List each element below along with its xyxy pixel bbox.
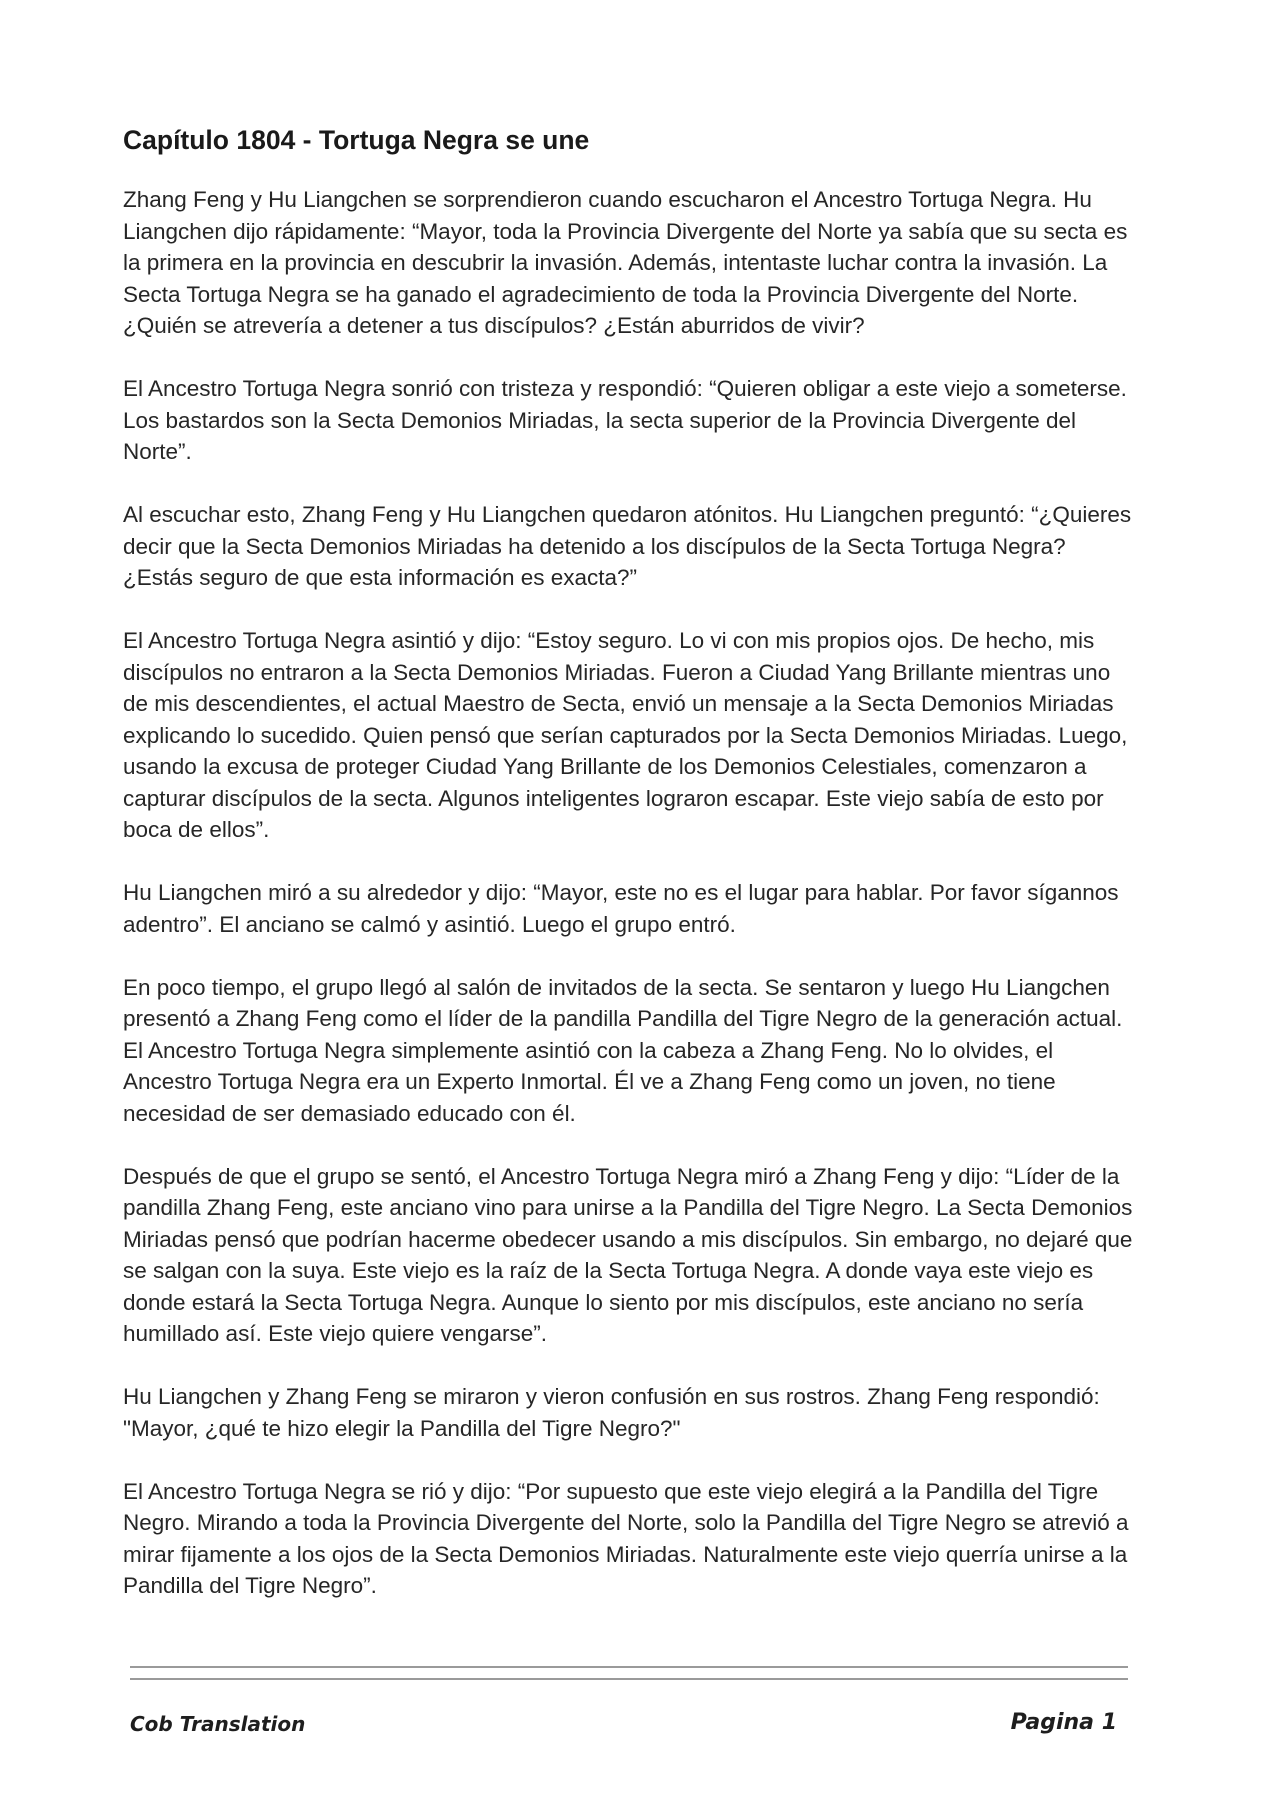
paragraph-7: Después de que el grupo se sentó, el Ancestro Tortuga Negra miró a Zhang Feng y dijo: “Líder de la pandilla Zhang Feng, este anciano vino para unirse a la Pandilla del Tigre Negro. La Secta Demonios Miriadas pensó que podrían hacerme obedecer usando a mis discípulos. Sin embargo, no dejaré que se salgan con la suya. Este viejo es la raíz de la Secta Tortuga Negra. A donde vaya este viejo es donde estará la Secta Tortuga Negra. Aunque lo siento por mis discípulos, este anciano no sería humillado así. Este viejo quiere vengarse”. — [123, 1163, 1133, 1346]
footer-divider-bottom — [130, 1678, 1128, 1680]
paragraph-3: Al escuchar esto, Zhang Feng y Hu Liangchen quedaron atónitos. Hu Liangchen preguntó: “¿Quieres decir que la Secta Demonios Miriadas ha detenido a los discípulos de la Secta Tortuga Negra? ¿Estás seguro de que esta información es exacta?” — [123, 502, 1132, 590]
document-body — [123, 118, 1133, 1633]
chapter-title: Capítulo 1804 - Tortuga Negra se une — [123, 125, 590, 155]
paragraph-5: Hu Liangchen miró a su alrededor y dijo: “Mayor, este no es el lugar para hablar. Por favor sígannos adentro”. El anciano se calmó y asintió. Luego el grupo entró. — [123, 880, 1119, 937]
footer-divider-top — [130, 1666, 1128, 1668]
paragraph-8: Hu Liangchen y Zhang Feng se miraron y vieron confusión en sus rostros. Zhang Feng respondió: "Mayor, ¿qué te hizo elegir la Pandilla del Tigre Negro?" — [123, 1384, 1100, 1441]
paragraph-6: En poco tiempo, el grupo llegó al salón de invitados de la secta. Se sentaron y luego Hu Liangchen presentó a Zhang Feng como el líder de la pandilla Pandilla del Tigre Negro de la generación actual. El Ancestro Tortuga Negra simplemente asintió con la cabeza a Zhang Feng. No lo olvides, el Ancestro Tortuga Negra era un Experto Inmortal. Él ve a Zhang Feng como un joven, no tiene necesidad de ser demasiado educado con él. — [123, 974, 1123, 1126]
paragraph-4: El Ancestro Tortuga Negra asintió y dijo: “Estoy seguro. Lo vi con mis propios ojos. De hecho, mis discípulos no entraron a la Secta Demonios Miriadas. Fueron a Ciudad Yang Brillante mientras uno de mis descendientes, el actual Maestro de Secta, envió un mensaje a la Secta Demonios Miriadas explicando lo sucedido. Quien pensó que serían capturados por la Secta Demonios Miriadas. Luego, usando la excusa de proteger Ciudad Yang Brillante de los Demonios Celestiales, comenzaron a capturar discípulos de la secta. Algunos inteligentes lograron escapar. Este viejo sabía de esto por boca de ellos”. — [123, 628, 1128, 842]
footer-page-number: Pagina 1 — [1010, 1710, 1117, 1735]
footer-translator-credit: Cob Translation — [130, 1712, 306, 1736]
paragraph-1: Zhang Feng y Hu Liangchen se sorprendieron cuando escucharon el Ancestro Tortuga Negra. Hu Liangchen dijo rápidamente: “Mayor, toda la Provincia Divergente del Norte ya sabía que su secta es la primera en la provincia en descubrir la invasión. Además, intentaste luchar contra la invasión. La Secta Tortuga Negra se ha ganado el agradecimiento de toda la Provincia Divergente del Norte. ¿Quién se atrevería a detener a tus discípulos? ¿Están aburridos de vivir? — [123, 187, 1128, 338]
paragraph-2: El Ancestro Tortuga Negra sonrió con tristeza y respondió: “Quieren obligar a este viejo a someterse. Los bastardos son la Secta Demonios Miriadas, la secta superior de la Provincia Divergente del Norte”. — [123, 376, 1127, 464]
paragraph-9: El Ancestro Tortuga Negra se rió y dijo: “Por supuesto que este viejo elegirá a la Pandilla del Tigre Negro. Mirando a toda la Provincia Divergente del Norte, solo la Pandilla del Tigre Negro se atrevió a mirar fijamente a los ojos de la Secta Demonios Miriadas. Naturalmente este viejo querría unirse a la Pandilla del Tigre Negro”. — [123, 1478, 1129, 1598]
